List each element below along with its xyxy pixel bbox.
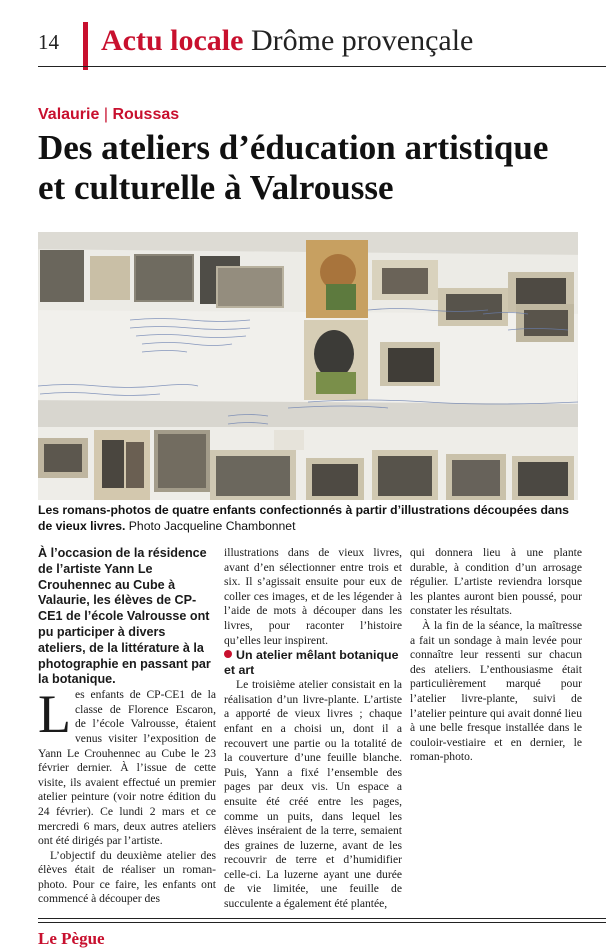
section-marker (83, 22, 88, 70)
article-subhead (224, 648, 402, 678)
column-continuation (224, 546, 402, 648)
page-number: 14 (38, 30, 59, 54)
kicker-separator: | (103, 106, 108, 123)
article-lede: À l’occasion de la résidence de l’artiste Yann Le Crouhennec au Cube à Valaurie, les élèves de CP-CE1 de l’école Valrousse ont pu participer à divers ateliers, de la littérature à la photographie en passant par la botanique. (38, 546, 211, 687)
kicker-place-1: Valaurie (38, 106, 100, 123)
paragraph-1-text: es enfants de CP-CE1 de la classe de Florence Escaron, de l’école Valrousse, étaient venus visiter l’exposition de Yann Le Crouhennec au Cube le 23 février dernier. À l’issue de cette visite, ils avaient effectué un premier atelier peinture (voir notre édition du 24 février). Ce lundi 2 mars et ce mercredi 6 mars, deux autres ateliers ont été dirigés par l’artiste. (38, 688, 216, 848)
article-photo (38, 232, 578, 500)
article-paragraph-1 (38, 684, 216, 849)
article-column-3 (410, 546, 582, 765)
headline-line-2: et culturelle à Valrousse (38, 168, 394, 207)
article-subhead-block (224, 648, 402, 912)
photo-illustration (38, 232, 578, 500)
article-paragraph-2: L’objectif du deuxième atelier des élèves était de réaliser un roman-photo. Pour ce faire, les enfants ont commencé à découper des (38, 848, 216, 906)
subhead-text: Un atelier mêlant botanique et art (224, 648, 399, 678)
section-title (101, 24, 473, 58)
kicker-place-2: Roussas (112, 106, 180, 123)
article-column-1 (38, 546, 216, 907)
article-paragraph-3: Le troisième atelier consistait en la réalisation d’un livre-plante. L’artiste a apporté de vieux livres ; chaque enfant en a choisi un, dont il a recouvert une partie ou la totalité de la couverture d’une feuille blanche. Puis, Yann a fixé l’ensemble des pages par deux vis. Un espace a ensuite été créé entre les pages, comme un puits, dans lequel les élèves inséraient de la terre, semaient des graines de luzerne, avant de les recouvrir de terre et d’humidifier celle-ci. La luzerne ayant une durée de vie limitée, une feuille de succulente a également été plantée, (224, 678, 402, 911)
next-article-heading: Le Pègue (38, 929, 105, 948)
article-headline (38, 128, 598, 208)
article-paragraph-continued: qui donnera lieu à une plante durable, à condition d’un arrosage régulier. L’artiste reviendra lorsque les plantes auront bien poussé, pour constater les résultats. (410, 546, 582, 618)
page-header (0, 0, 606, 72)
header-divider (38, 66, 606, 67)
caption-text: Les romans-photos de quatre enfants confectionnés à partir d’illustrations découpées dans de vieux livres. (38, 503, 569, 533)
article-paragraph-continued: illustrations dans de vieux livres, avant d’en sélectionner entre trois et six. Il s’agissait ensuite pour eux de coller ces images, et de les légender à l’aide de mots à découper dans les livres, pour raconter l’histoire qu’elles leur inspirent. (224, 546, 402, 647)
section-name: Actu locale (101, 24, 244, 57)
footer-divider-2 (38, 922, 606, 923)
article-paragraph-4: À la fin de la séance, la maîtresse a fait un sondage à main levée pour connaître leur ressenti sur chacun des ateliers. L’enthousiasme était particulièrement marqué pour l’atelier livre-plante, suivi de l’atelier peinture qui avait donné lieu à une belle fresque installée dans le couloir-vestiaire et en dernier, le roman-photo. (410, 618, 582, 764)
photo-credit: Photo Jacqueline Chambonnet (128, 519, 296, 533)
headline-line-1: Des ateliers d’éducation artistique (38, 128, 549, 167)
footer-divider (38, 918, 606, 919)
photo-caption (38, 502, 583, 534)
drop-cap: L (38, 684, 71, 745)
column-continuation (410, 546, 582, 765)
bullet-icon (224, 650, 232, 658)
article-column-2 (224, 546, 402, 912)
article-kicker (38, 106, 179, 124)
subsection-name: Drôme provençale (250, 24, 474, 57)
